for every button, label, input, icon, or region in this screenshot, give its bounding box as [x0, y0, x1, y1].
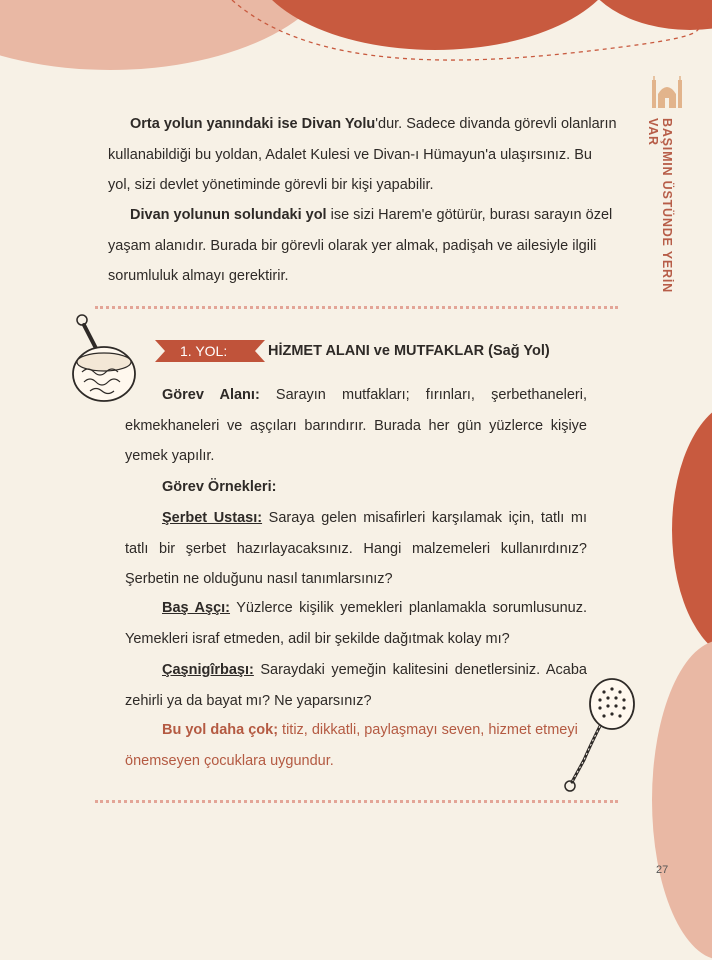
- examples-heading: Görev Örnekleri:: [162, 479, 277, 495]
- area-label: Görev Alanı:: [162, 387, 260, 403]
- section-tag-label: 1. YOL:: [180, 343, 228, 359]
- palace-icon: [652, 76, 682, 108]
- example-1-text: Saraya gelen misafirleri karşılamak için, tatlı mı tatlı bir şerbet hazırlayacaksınız. Hangi malzemeleri kullanırdınız? Şerbetin ne olduğunu nasıl tanımlarsınız?: [125, 510, 588, 587]
- sidebar-title: BAŞIMIN ÜSTÜNDE YERİN VAR: [646, 118, 674, 293]
- intro-p2-bold: Divan yolunun solundaki yol: [130, 207, 327, 223]
- intro-p1-bold: Orta yolun yanındaki ise Divan Yolu: [130, 116, 376, 132]
- decor-blob-right-middle: [672, 400, 712, 660]
- decor-dashed-curve: [0, 0, 712, 120]
- suitability-paragraph: [125, 715, 595, 776]
- intro-paragraph-1: [108, 109, 618, 201]
- example-bas-asci: [125, 593, 587, 654]
- example-casnigirbasi: [125, 655, 587, 716]
- example-serbet-ustasi: [125, 503, 587, 595]
- example-3-text: Saraydaki yemeğin kalitesini denetlersiniz. Acaba zehirli ya da bayat mı? Ne yaparsınız?: [125, 662, 587, 709]
- intro-paragraph-2: [108, 200, 618, 292]
- example-3-label: Çaşnigîrbaşı:: [162, 662, 254, 678]
- suitability-text: titiz, dikkatli, paylaşmayı seven, hizmet etmeyi önemseyen çocuklara uygundur.: [125, 722, 578, 769]
- intro-p1-text: 'dur. Sadece divanda görevli olanların kullanabildiği bu yoldan, Adalet Kulesi ve Divan-ı Hümayun'a ulaşırsınız. Bu yol, sizi devlet yönetiminde görevli bir kişi yapabilir.: [108, 116, 617, 193]
- skimmer-ladle-icon: [560, 676, 640, 796]
- suitability-label: Bu yol daha çok;: [162, 722, 279, 738]
- example-2-label: Baş Aşçı:: [162, 600, 231, 616]
- area-text: Sarayın mutfakları; fırınları, şerbethaneleri, ekmekhaneleri ve aşçıları barındırır. Burada her gün yüzlerce kişiye yemek yapılır.: [125, 387, 587, 464]
- area-paragraph: [125, 380, 587, 472]
- intro-p2-text: ise sizi Harem'e götürür, burası sarayın özel yaşam alanıdır. Burada bir görevli olarak yer almak, padişah ve ailesiyle ilgili sorumluluk almayı gerektirir.: [108, 207, 613, 284]
- dotted-divider-top: [95, 306, 618, 309]
- page-number: 27: [656, 864, 669, 876]
- dotted-divider-bottom: [95, 800, 618, 803]
- decor-blob-right-lower: [652, 640, 712, 960]
- example-1-label: Şerbet Ustası:: [162, 510, 263, 526]
- example-2-text: Yüzlerce kişilik yemekleri planlamakla sorumlusunuz. Yemekleri israf etmeden, adil bir şekilde dağıtmak kolay mı?: [125, 600, 587, 647]
- section-heading: HİZMET ALANI ve MUTFAKLAR (Sağ Yol): [268, 343, 550, 359]
